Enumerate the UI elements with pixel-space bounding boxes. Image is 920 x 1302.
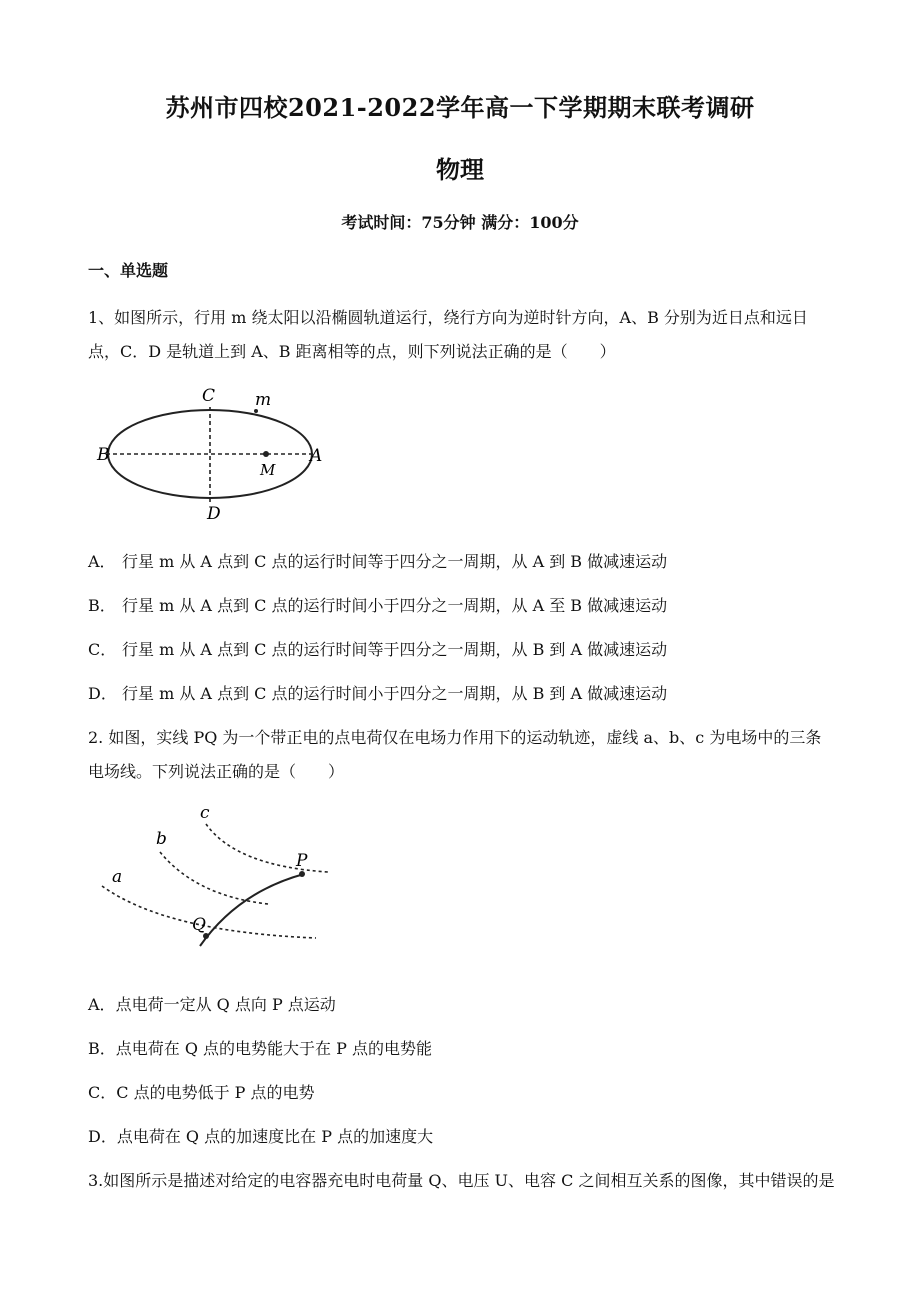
question-2-option-c[interactable] [88,1082,315,1104]
option-label: B． [88,1039,116,1058]
option-text: 点电荷在 Q 点的加速度比在 P 点的加速度大 [116,1127,434,1146]
question-2-stem [88,721,848,789]
question-2-option-a[interactable] [88,994,336,1016]
option-text: 行星 m 从 A 点到 C 点的运行时间小于四分之一周期，从 A 至 B 做减速运动 [122,596,668,615]
question-1-ellipse-figure [92,385,332,525]
question-3-stem [88,1164,868,1198]
subject-title: 物理 [436,155,484,184]
option-text: 行星 m 从 A 点到 C 点的运行时间等于四分之一周期，从 A 到 B 做减速运动 [122,552,668,571]
label-b: B [97,445,110,465]
label-sun: M [260,461,276,479]
question-1-option-a[interactable] [88,551,667,573]
option-label: B． [88,596,116,615]
label-a: A [310,446,323,466]
question-1-line-1: 1、如图所示，行用 m 绕太阳以沿椭圆轨道运行，绕行方向为逆时针方向，A、B 分别为近日点和远日 [88,308,808,327]
question-2-line-1: 2. 如图，实线 PQ 为一个带正电的点电荷仅在电场力作用下的运动轨迹，虚线 a、b、c 为电场中的三条 [88,728,822,747]
option-text: 行星 m 从 A 点到 C 点的运行时间小于四分之一周期，从 B 到 A 做减速运动 [122,684,668,703]
section-heading: 一、单选题 [88,261,169,280]
question-1-option-c[interactable] [88,639,667,661]
option-label: A． [88,552,116,571]
option-label: D． [88,684,117,703]
option-text: 行星 m 从 A 点到 C 点的运行时间等于四分之一周期，从 B 到 A 做减速运动 [122,640,668,659]
question-2-line-2: 电场线。下列说法正确的是（ ） [88,762,345,781]
option-label: A． [88,995,116,1014]
label-d: D [207,504,221,524]
label-p: P [296,851,308,871]
field-line-c [206,824,328,872]
question-3-line-1: 3.如图所示是描述对给定的电容器充电时电荷量 Q、电压 U、电容 C 之间相互关系的图像，其中错误的是 [88,1171,835,1190]
question-2-option-d[interactable] [88,1126,433,1148]
point-p [299,871,305,877]
label-c: C [202,386,216,406]
label-m: m [255,390,272,410]
option-text: 点电荷在 Q 点的电势能大于在 P 点的电势能 [115,1039,432,1058]
field-line-a [102,886,316,938]
question-1-option-b[interactable] [88,595,667,617]
question-1-line-2: 点，C．D 是轨道上到 A、B 距离相等的点，则下列说法正确的是（ ） [88,342,616,361]
trajectory-pq [200,874,304,946]
question-2-field-figure [96,800,336,955]
option-text: 点电荷一定从 Q 点向 P 点运动 [115,995,336,1014]
question-2-option-b[interactable] [88,1038,432,1060]
page-title: 苏州市四校2021-2022学年高一下学期期末联考调研 [165,93,755,122]
label-c: c [200,803,210,823]
question-1-stem [88,301,848,369]
label-q: Q [192,915,206,935]
option-text: C 点的电势低于 P 点的电势 [116,1083,315,1102]
label-a: a [112,867,123,887]
label-b: b [156,829,167,849]
exam-info: 考试时间：75分钟 满分：100分 [341,213,579,232]
question-1-option-d[interactable] [88,683,667,705]
sun-point [263,451,269,457]
option-label: C． [88,1083,117,1102]
option-label: D． [88,1127,117,1146]
option-label: C． [88,640,117,659]
